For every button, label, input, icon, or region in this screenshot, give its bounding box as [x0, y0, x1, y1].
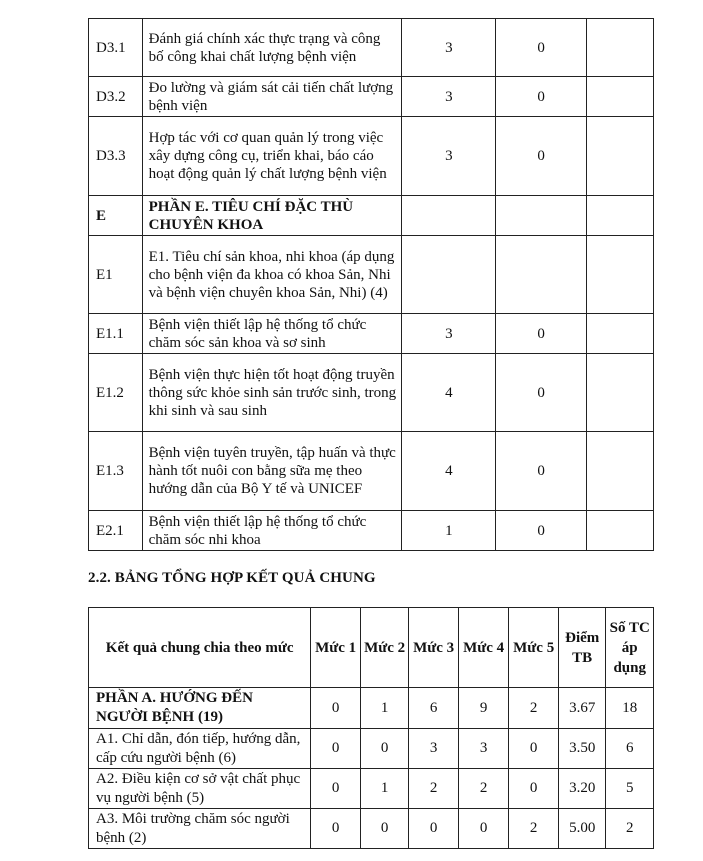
level-5-value: 2	[509, 688, 559, 729]
criterion-code: E1	[89, 236, 143, 314]
criterion-value-2: 0	[496, 511, 587, 551]
table-header-row	[89, 608, 654, 688]
criterion-value-1: 1	[402, 511, 496, 551]
criterion-value-3	[586, 236, 653, 314]
section-title: PHẦN E. TIÊU CHÍ ĐẶC THÙ CHUYÊN KHOA	[142, 196, 402, 236]
criterion-value-3	[586, 511, 653, 551]
column-header: Mức 5	[509, 608, 559, 688]
criterion-value-1: 4	[402, 432, 496, 511]
criterion-value-3	[586, 314, 653, 354]
criterion-value-2: 0	[496, 354, 587, 432]
criterion-value-1	[402, 236, 496, 314]
average-score: 3.50	[558, 729, 606, 769]
row-label: PHẦN A. HƯỚNG ĐẾN NGƯỜI BỆNH (19)	[89, 688, 311, 729]
criterion-value-3	[586, 77, 653, 117]
criteria-table	[88, 18, 654, 551]
criterion-code: D3.3	[89, 117, 143, 196]
table-row	[89, 729, 654, 769]
criterion-description: Bệnh viện thiết lập hệ thống tổ chức chăm sóc sản khoa và sơ sinh	[142, 314, 402, 354]
table-row	[89, 314, 654, 354]
row-label: A1. Chỉ dẫn, đón tiếp, hướng dẫn, cấp cứu người bệnh (6)	[89, 729, 311, 769]
criterion-code: E	[89, 196, 143, 236]
criterion-code: D3.2	[89, 77, 143, 117]
applied-count: 18	[606, 688, 654, 729]
level-4-value: 9	[458, 688, 509, 729]
criterion-description: Đánh giá chính xác thực trạng và công bố công khai chất lượng bệnh viện	[142, 19, 402, 77]
applied-count: 5	[606, 769, 654, 809]
criterion-value-2: 0	[496, 432, 587, 511]
criterion-value-2: 0	[496, 314, 587, 354]
column-header: Điểm TB	[558, 608, 606, 688]
level-4-value: 3	[458, 729, 509, 769]
table-row	[89, 809, 654, 849]
criterion-value-3	[586, 117, 653, 196]
criterion-description: Đo lường và giám sát cải tiến chất lượng bệnh viện	[142, 77, 402, 117]
criterion-value-1: 4	[402, 354, 496, 432]
level-3-value: 3	[409, 729, 459, 769]
average-score: 3.20	[558, 769, 606, 809]
criterion-code: E1.3	[89, 432, 143, 511]
criterion-value-2	[496, 196, 587, 236]
level-3-value: 0	[409, 809, 459, 849]
table-row	[89, 117, 654, 196]
criterion-value-1: 3	[402, 77, 496, 117]
level-1-value: 0	[311, 688, 361, 729]
table-row	[89, 77, 654, 117]
average-score: 3.67	[558, 688, 606, 729]
criterion-code: E2.1	[89, 511, 143, 551]
table-row	[89, 688, 654, 729]
column-header: Mức 4	[458, 608, 509, 688]
row-label: A2. Điều kiện cơ sở vật chất phục vụ người bệnh (5)	[89, 769, 311, 809]
applied-count: 2	[606, 809, 654, 849]
table-row	[89, 19, 654, 77]
table-row	[89, 769, 654, 809]
criterion-value-3	[586, 432, 653, 511]
criterion-value-2: 0	[496, 19, 587, 77]
level-1-value: 0	[311, 769, 361, 809]
section-heading: 2.2. BẢNG TỔNG HỢP KẾT QUẢ CHUNG	[88, 570, 376, 586]
column-header: Kết quả chung chia theo mức	[89, 608, 311, 688]
criterion-description: Bệnh viện tuyên truyền, tập huấn và thực hành tốt nuôi con bằng sữa mẹ theo hướng dẫn của Bộ Y tế và UNICEF	[142, 432, 402, 511]
level-2-value: 1	[360, 688, 409, 729]
column-header: Mức 3	[409, 608, 459, 688]
criterion-description: Bệnh viện thiết lập hệ thống tổ chức chăm sóc nhi khoa	[142, 511, 402, 551]
level-5-value: 0	[509, 729, 559, 769]
criterion-value-1	[402, 196, 496, 236]
criterion-description: Bệnh viện thực hiện tốt hoạt động truyền thông sức khỏe sinh sản trước sinh, trong khi sinh và sau sinh	[142, 354, 402, 432]
level-3-value: 2	[409, 769, 459, 809]
criterion-value-2	[496, 236, 587, 314]
table-row	[89, 354, 654, 432]
criterion-value-2: 0	[496, 117, 587, 196]
level-5-value: 0	[509, 769, 559, 809]
table-row	[89, 196, 654, 236]
criterion-value-2: 0	[496, 77, 587, 117]
column-header: Mức 1	[311, 608, 361, 688]
column-header: Mức 2	[360, 608, 409, 688]
level-2-value: 0	[360, 809, 409, 849]
table-row	[89, 236, 654, 314]
summary-table	[88, 607, 654, 849]
average-score: 5.00	[558, 809, 606, 849]
level-3-value: 6	[409, 688, 459, 729]
level-2-value: 1	[360, 769, 409, 809]
criterion-value-1: 3	[402, 314, 496, 354]
table-row	[89, 432, 654, 511]
level-2-value: 0	[360, 729, 409, 769]
criterion-value-3	[586, 19, 653, 77]
criterion-description: E1. Tiêu chí sản khoa, nhi khoa (áp dụng cho bệnh viện đa khoa có khoa Sản, Nhi và bệnh viện chuyên khoa Sản, Nhi) (4)	[142, 236, 402, 314]
criterion-code: D3.1	[89, 19, 143, 77]
applied-count: 6	[606, 729, 654, 769]
criterion-value-3	[586, 354, 653, 432]
criterion-code: E1.1	[89, 314, 143, 354]
table-row	[89, 511, 654, 551]
level-1-value: 0	[311, 809, 361, 849]
row-label: A3. Môi trường chăm sóc người bệnh (2)	[89, 809, 311, 849]
level-5-value: 2	[509, 809, 559, 849]
criterion-value-3	[586, 196, 653, 236]
level-4-value: 0	[458, 809, 509, 849]
level-4-value: 2	[458, 769, 509, 809]
criterion-value-1: 3	[402, 117, 496, 196]
level-1-value: 0	[311, 729, 361, 769]
criterion-description: Hợp tác với cơ quan quản lý trong việc xây dựng công cụ, triển khai, báo cáo hoạt động quản lý chất lượng bệnh viện	[142, 117, 402, 196]
column-header: Số TC áp dụng	[606, 608, 654, 688]
criterion-value-1: 3	[402, 19, 496, 77]
criterion-code: E1.2	[89, 354, 143, 432]
